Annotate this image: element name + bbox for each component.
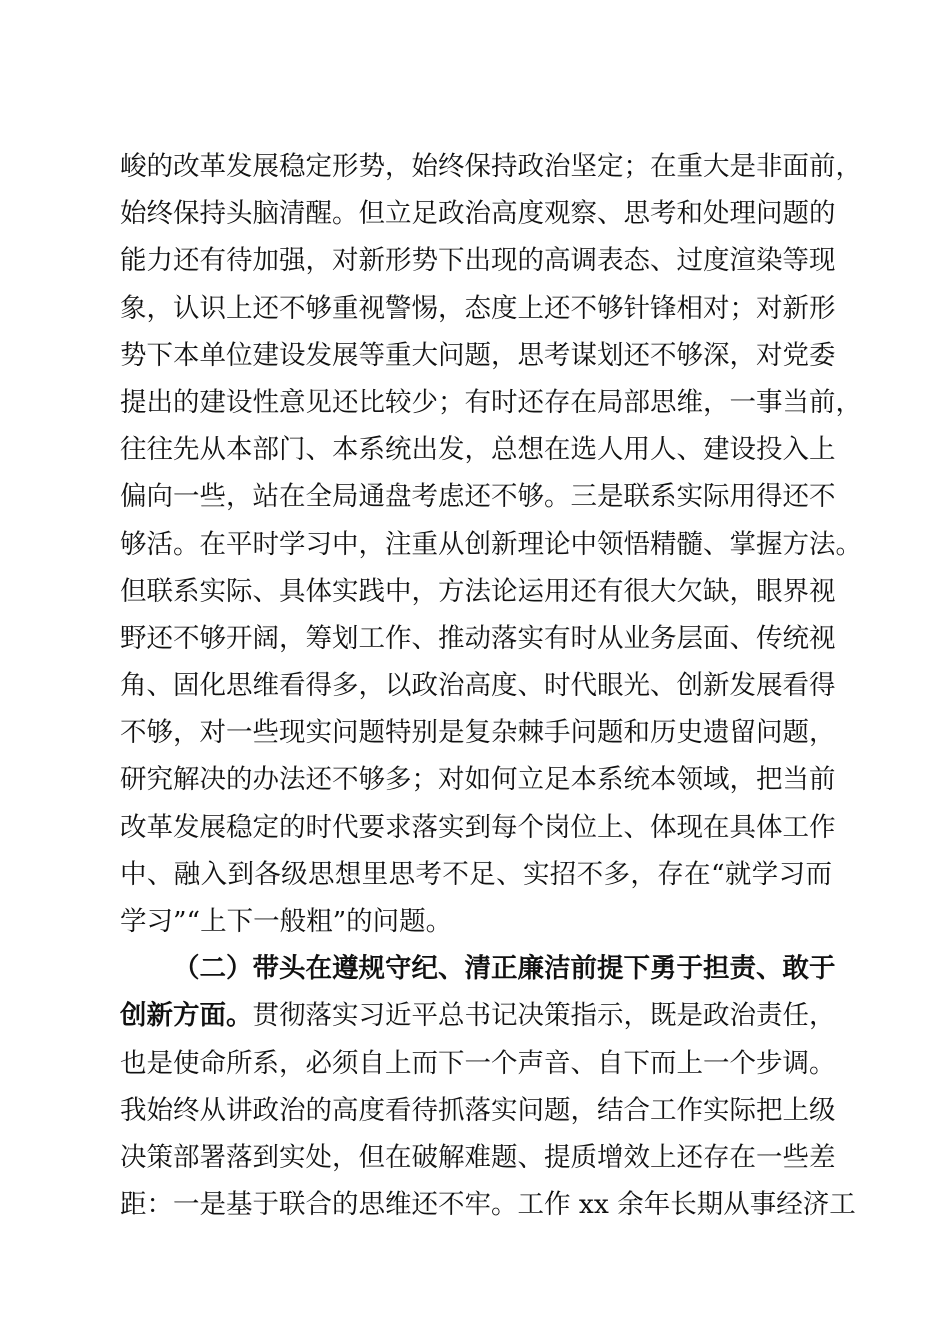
text-line: 提出的建设性意见还比较少；有时还存在局部思维，一事当前，	[120, 386, 862, 418]
text-line: 象，认识上还不够重视警惕，态度上还不够针锋相对；对新形	[120, 292, 836, 324]
text-line: 始终保持头脑清醒。但立足政治高度观察、思考和处理问题的	[120, 198, 836, 230]
text-line: 决策部署落到实处，但在破解难题、提质增效上还存在一些差	[120, 1141, 836, 1173]
text-line: 偏向一些，站在全局通盘考虑还不够。三是联系实际用得还不	[120, 481, 836, 513]
text-fragment: 贯彻落实习近平总书记决策指示，既是政治责任，	[252, 1000, 836, 1032]
text-line: 野还不够开阔，筹划工作、推动落实有时从业务层面、传统视	[120, 622, 836, 654]
text-line: 往往先从本部门、本系统出发，总想在选人用人、建设投入上	[120, 434, 836, 466]
text-line: 够活。在平时学习中，注重从创新理论中领悟精髓、掌握方法。	[120, 528, 862, 560]
section-heading-tail: 创新方面。	[120, 1000, 253, 1032]
text-line: 但联系实际、具体实践中，方法论运用还有很大欠缺，眼界视	[120, 575, 836, 607]
text-line: 改革发展稳定的时代要求落实到每个岗位上、体现在具体工作	[120, 811, 836, 843]
section-heading-continuation	[120, 992, 836, 1039]
body-text	[120, 143, 862, 1228]
text-line: 峻的改革发展稳定形势，始终保持政治坚定；在重大是非面前，	[120, 151, 862, 182]
text-line: 不够，对一些现实问题特别是复杂棘手问题和历史遗留问题，	[120, 717, 836, 749]
text-line: 也是使命所系，必须自上而下一个声音、自下而上一个步调。	[120, 1047, 836, 1079]
text-line: 角、固化思维看得多，以政治高度、时代眼光、创新发展看得	[120, 670, 836, 702]
text-line: 能力还有待加强，对新形势下出现的高调表态、过度渲染等现	[120, 245, 836, 277]
text-line: 我始终从讲政治的高度看待抓落实问题，结合工作实际把上级	[120, 1094, 836, 1126]
text-line: 学习”“上下一般粗”的问题。	[120, 906, 453, 937]
text-line: 研究解决的办法还不够多；对如何立足本系统本领域，把当前	[120, 764, 836, 796]
text-line: 势下本单位建设发展等重大问题，思考谋划还不够深，对党委	[120, 339, 836, 371]
section-heading: （二）带头在遵规守纪、清正廉洁前提下勇于担责、敢于	[173, 953, 836, 985]
text-line: 中、融入到各级思想里思考不足、实招不多，存在“就学习而	[120, 858, 832, 890]
text-line: 距：一是基于联合的思维还不牢。工作 xx 余年长期从事经济工	[120, 1189, 856, 1221]
